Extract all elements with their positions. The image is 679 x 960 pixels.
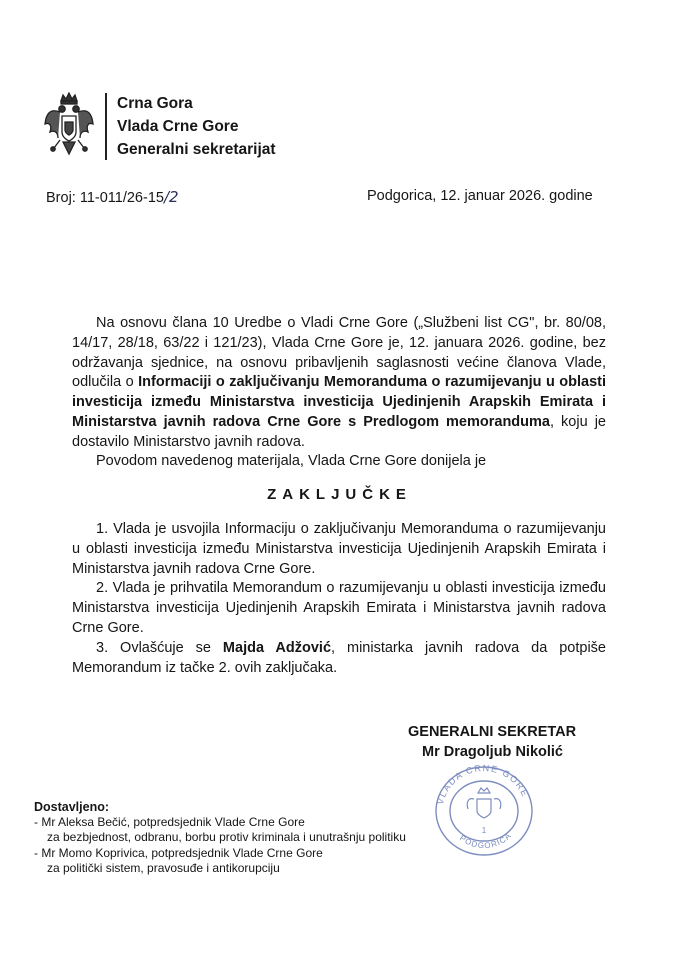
issuer-block [117, 92, 276, 161]
intro-text-start: Na osnovu člana 10 Uredbe o Vladi Crne Gore („Službeni list CG", br. 80/08, 14/17, 28/18, 63/22 i 121/23), Vlada Crne Gore je, 12. januara 2026. godine, bez održavanja sjednice, na osnovu pribavljenih saglasnosti većine članova Vlade, odlučila o [72, 315, 606, 391]
distribution-list [34, 800, 406, 876]
conclusion-3-start: 3. Ovlašćuje se [96, 639, 223, 656]
conclusion-3-end: , ministarka javnih radova da potpiše Memorandum iz tačke 2. ovih zaključaka. [72, 639, 606, 676]
conclusion-3-person: Majda Adžović [222, 639, 332, 656]
header-divider [105, 93, 107, 160]
issuer-secretariat: Generalni sekretarijat [117, 141, 276, 158]
stamp-text-left: VLADA [434, 769, 465, 806]
conclusion-3 [72, 639, 606, 679]
conclusion-2: 2. Vlada je prihvatila Memorandum o razumijevanju u oblasti investicija između Ministarstva investicija Ujedinjenih Arapskih Emirata i Ministarstva javnih radova Crne Gore. [72, 580, 606, 636]
stamp-crest-icon [467, 788, 501, 818]
conclusions-list [72, 520, 606, 678]
stamp-text-bottom: PODGORICA [458, 830, 514, 851]
recipient-1-portfolio: za bezbjednost, odbranu, borbu protiv kriminala i unutrašnju politiku [47, 830, 406, 845]
reference-number-text: Broj: 11-011/26-15 [46, 190, 164, 206]
recipient-2-portfolio: za politički sistem, pravosuđe i antikorupciju [47, 860, 280, 875]
conclusions-heading: ZAKLJUČKE [267, 486, 412, 503]
conclusion-1: 1. Vlada je usvojila Informaciju o zaključivanju Memoranduma o razumijevanju u oblasti investicija između Ministarstva investicija Ujedinjenih Arapskih Emirata i Ministarstva javnih radova Crne Gore. [72, 521, 606, 577]
issuer-country: Crna Gora [117, 95, 193, 112]
signatory-title: GENERALNI SEKRETAR [408, 724, 577, 740]
recipient-1: - Mr Aleksa Bečić, potpredsjednik Vlade Crne Gore [34, 815, 305, 830]
issuer-government: Vlada Crne Gore [117, 118, 239, 135]
reference-number [46, 188, 179, 206]
intro-paragraph [72, 314, 606, 453]
recipient-2: - Mr Momo Koprivica, potpredsjednik Vlade Crne Gore [34, 845, 323, 860]
signature-block [408, 722, 576, 762]
povodom-paragraph: Povodom navedenog materijala, Vlada Crne Gore donijela je [96, 453, 487, 469]
montenegro-coat-of-arms-icon [42, 92, 96, 160]
stamp-number: 1 [481, 826, 487, 835]
signatory-name: Mr Dragoljub Nikolić [422, 744, 563, 760]
intro-text-end: , koju je dostavilo Ministarstvo javnih radova. [72, 413, 606, 450]
stamp-text-top: CRNE GORE [464, 762, 531, 799]
distribution-title: Dostavljeno: [34, 800, 110, 814]
document-date: Podgorica, 12. januar 2026. godine [367, 188, 593, 204]
reference-handwritten-suffix: /2 [163, 188, 179, 206]
intro-subject-bold: Informaciji o zaključivanju Memoranduma o razumijevanju u oblasti investicija između Ministarstva investicija Ujedinjenih Arapskih Emirata i Ministarstva javnih radova Crne Gore s Predlogom memoranduma [72, 374, 606, 430]
official-stamp [428, 757, 540, 857]
